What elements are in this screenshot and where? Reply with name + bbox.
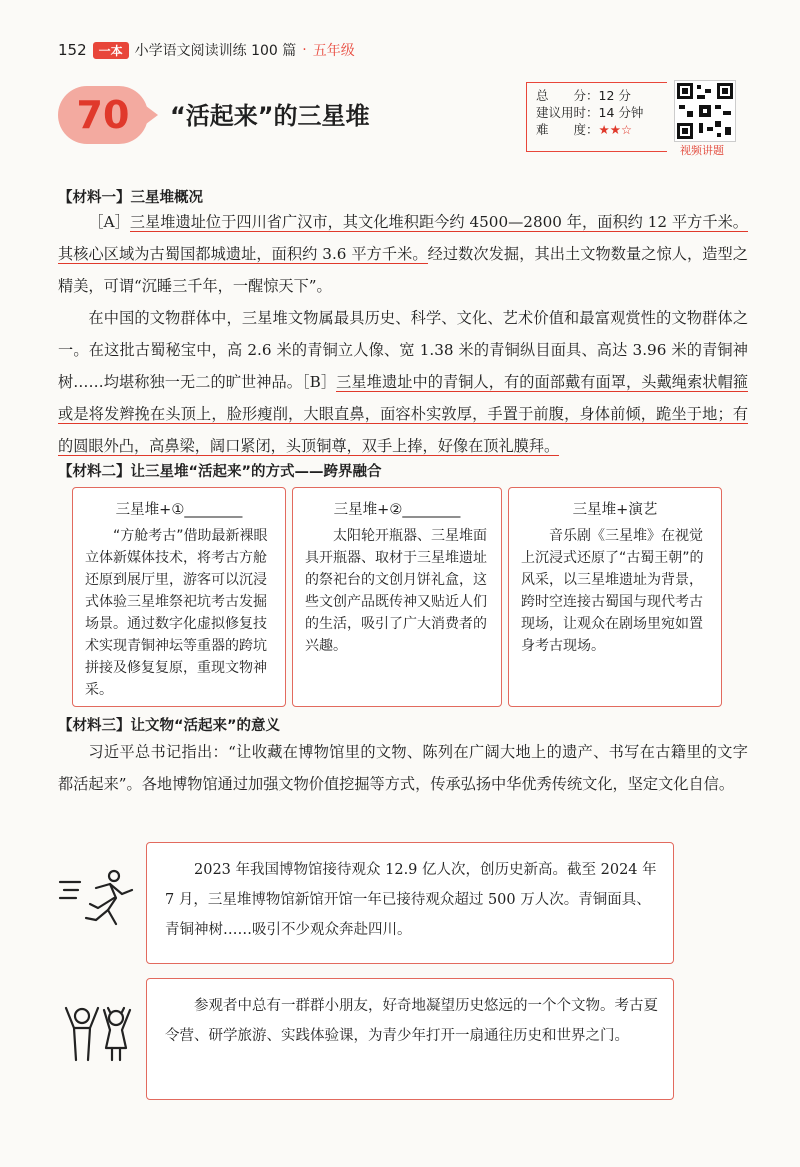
material1-paragraph2: [58, 302, 748, 462]
lesson-info: [536, 87, 643, 138]
grade-label: 五年级: [312, 43, 355, 59]
material2-heading: 【材料二】让三星堆“活起来”的方式——跨界融合: [58, 464, 382, 480]
score-info: 总 分：12 分: [536, 88, 631, 103]
box-culture-text: 太阳轮开瓶器、三星堆面具开瓶器、取材于三星堆遗址的祭祀台的文创月饼礼盒，这些文创产品既传神又贴近人们的生活，吸引了广大消费者的兴趣。: [305, 528, 487, 654]
page-header: [58, 40, 355, 60]
material1-heading: 【材料一】三星堆概况: [58, 190, 203, 206]
box-tech: [72, 487, 286, 707]
brand-logo: 一本: [93, 42, 129, 59]
material3-paragraph: 习近平总书记指出：“让收藏在博物馆里的文物、陈列在广阔大地上的遗产、书写在古籍里的文字都活起来”。各地博物馆通过加强文物价值挖掘等方式，传承弘扬中华优秀传统文化，坚定文化自信。: [58, 743, 748, 793]
material3-heading: 【材料三】让文物“活起来”的意义: [58, 718, 281, 734]
box-performance-text: 音乐剧《三星堆》在视觉上沉浸式还原了“古蜀王朝”的风采，以三星堆遗址为背景，跨时空连接古蜀国与现代考古现场，让观众在剧场里宛如置身考古现场。: [521, 528, 704, 654]
difficulty-label: 难 度：: [536, 122, 599, 137]
lesson-number: 70: [76, 93, 130, 137]
box-tech-text: “方舱考古”借助最新裸眼立体新媒体技术，将考古方舱还原到展厅里，游客可以沉浸式体验三星堆祭祀坑考古发掘场景。通过数字化虚拟修复技术实现青铜神坛等重器的跨坑拼接及修复复原，重现文物神采。: [85, 528, 268, 698]
children-visit-box: 参观者中总有一群群小朋友，好奇地凝望历史悠远的一个个文物。考古夏令营、研学旅游、实践体验课，为青少年打开一扇通往历史和世界之门。: [146, 978, 674, 1100]
box-performance-title: 三星堆+演艺: [572, 502, 658, 518]
box-performance: [508, 487, 722, 707]
lesson-title: “活起来”的三星堆: [170, 102, 370, 130]
difficulty-stars: ★★☆: [598, 122, 633, 137]
visitor-stats-box: 2023 年我国博物馆接待观众 12.9 亿人次，创历史新高。截至 2024 年 7 月，三星堆博物馆新馆开馆一年已接待观众超过 500 万人次。青铜面具、青铜神树……吸引不少观众奔赴四川。: [146, 842, 674, 964]
book-title: 小学语文阅读训练 100 篇: [134, 43, 297, 59]
difficulty-info: [536, 121, 643, 138]
sentence-a: 三星堆遗址位于四川省广汉市，其文化堆积距今约 4500—2800 年，面积约 12 平方千米。其核心区域为古蜀国都城遗址，面积约 3.6 平方千米。: [58, 213, 748, 263]
children-icon: [60, 1004, 140, 1068]
qr-code[interactable]: [674, 80, 736, 142]
lesson-number-badge: [58, 86, 148, 144]
badge-pointer: [146, 106, 158, 124]
box-culture: [292, 487, 502, 707]
header-dot: ·: [302, 42, 307, 58]
video-label: 视频讲题: [680, 144, 724, 157]
running-person-icon: [58, 868, 138, 936]
page-number: 152: [58, 41, 87, 59]
paragraph2-text: 在中国的文物群体中，三星堆文物属最具历史、科学、文化、艺术价值和最富观赏性的文物群体之一。在这批古蜀秘宝中，高 2.6 米的青铜立人像、宽 1.38 米的青铜纵目面具、高达 3.96 米的青铜神树……均堪称独一无二的旷世神品。［B］: [58, 309, 748, 391]
marker-a: ［A］: [88, 213, 130, 231]
paragraph1-rest: 经过数次发掘，其出土文物数量之惊人，造型之精美，可谓“沉睡三千年，一醒惊天下”。: [58, 245, 748, 295]
sentence-b: 三星堆遗址中的青铜人，有的面部戴有面罩，头戴绳索状帽箍或是将发辫挽在头顶上，脸形瘦削，大眼直鼻，面容朴实敦厚，手置于前腹，身体前倾，跪坐于地；有的圆眼外凸，高鼻梁，阔口紧闭，头顶铜尊，双手上捧，好像在顶礼膜拜。: [58, 373, 749, 455]
material1-paragraph1: [58, 206, 748, 302]
time-info: 建议用时：14 分钟: [536, 105, 644, 120]
box-culture-title: 三星堆+②________: [333, 502, 461, 518]
box-tech-title: 三星堆+①________: [115, 502, 243, 518]
